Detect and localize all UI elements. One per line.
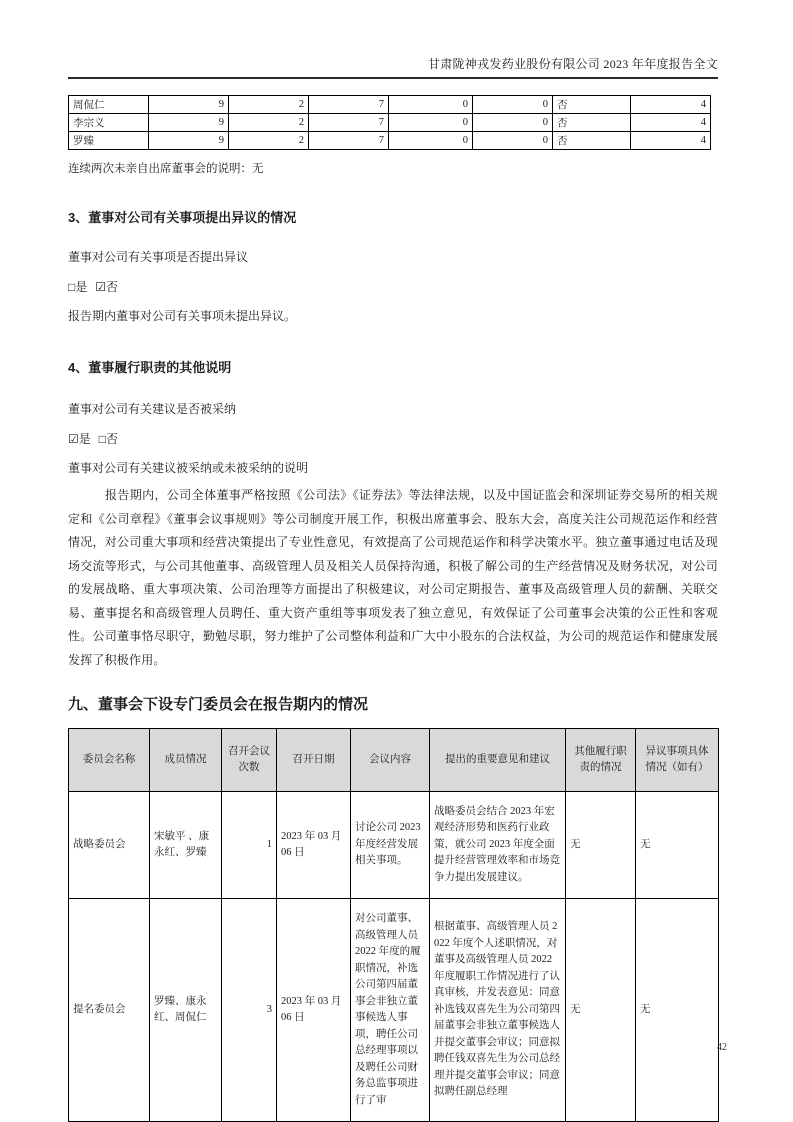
committee-header-cell: 成员情况 [150,729,222,792]
page-number: 42 [717,1042,727,1053]
meeting-count-cell: 3 [222,899,277,1122]
attendance-cell: 9 [149,132,229,150]
committee-header-cell: 其他履行职责的情况 [566,729,636,792]
committee-header-row [69,729,719,792]
section3-title: 3、董事对公司有关事项提出异议的情况 [68,210,297,225]
checkbox-option-yes: □是 [68,280,88,294]
committee-header-cell: 提出的重要意见和建议 [430,729,566,792]
committee-name-cell: 提名委员会 [69,899,150,1122]
attendance-cell: 2 [229,114,309,132]
objection-cell: 无 [636,792,719,899]
attendance-cell: 0 [389,114,473,132]
meeting-content-cell [351,899,430,1122]
objection-cell: 无 [636,899,719,1122]
committee-members-cell: 罗臻、康永红、周侃仁 [150,899,222,1122]
attendance-cell: 4 [631,96,711,114]
attendance-cell: 0 [473,114,553,132]
attendance-cell: 2 [229,132,309,150]
committee-name-cell: 战略委员会 [69,792,150,899]
committee-row [69,792,719,899]
committee-header-cell: 召开会议次数 [222,729,277,792]
director-name-cell: 周侃仁 [69,96,149,114]
opinion-cell [430,899,566,1122]
attendance-row [69,132,711,150]
committee-table [68,728,719,1122]
attendance-table [68,95,711,150]
committee-row [69,899,719,1122]
opinion-text: 根据董事、高级管理人员 2022 年度个人述职情况，对董事及高级管理人员 2022 年度履职工作情况进行了认真审核，并发表意见：同意补选钱双喜先生为公司第四届董事会非独立董事候选人并提交董事会审议；同意拟聘任钱双喜先生为公司总经理并提交董事会审议；同意拟聘任副总经理 [434,921,560,1098]
attendance-row [69,114,711,132]
director-name-cell: 罗臻 [69,132,149,150]
attendance-cell: 7 [309,114,389,132]
attendance-cell: 7 [309,132,389,150]
attendance-cell: 9 [149,114,229,132]
attendance-row [69,96,711,114]
checkbox-option-no: ☑否 [95,280,119,294]
page-header [68,0,718,72]
section4-title: 4、董事履行职责的其他说明 [68,360,232,375]
attendance-cell: 否 [553,132,631,150]
other-duty-cell: 无 [566,899,636,1122]
meeting-count-cell: 1 [222,792,277,899]
attendance-cell: 4 [631,132,711,150]
committee-header-cell: 会议内容 [351,729,430,792]
section3-checkbox-group [68,278,718,295]
committee-members-cell: 宋敏平 、康永红、罗臻 [150,792,222,899]
absence-note: 连续两次未亲自出席董事会的说明：无 [68,163,264,175]
meeting-content-cell: 讨论公司 2023 年度经营发展相关事项。 [351,792,430,899]
section3-statement: 报告期内董事对公司有关事项未提出异议。 [68,309,297,323]
director-name-cell: 李宗义 [69,114,149,132]
header-divider [68,77,718,79]
attendance-cell: 0 [389,132,473,150]
meeting-date-cell: 2023 年 03 月 06 日 [277,899,351,1122]
section9-title: 九、董事会下设专门委员会在报告期内的情况 [68,696,369,713]
attendance-cell: 否 [553,114,631,132]
attendance-cell: 0 [389,96,473,114]
section4-question: 董事对公司有关建议是否被采纳 [68,402,237,416]
attendance-cell: 4 [631,114,711,132]
opinion-cell: 战略委员会结合 2023 年宏观经济形势和医药行业政策，就公司 2023 年度全面提升经营管理效率和市场竞争力提出发展建议。 [430,792,566,899]
attendance-cell: 0 [473,132,553,150]
attendance-cell: 2 [229,96,309,114]
attendance-cell: 否 [553,96,631,114]
meeting-content-text: 对公司董事、高级管理人员 2022 年度的履职情况，补选公司第四届董事会非独立董事候选人事项，聘任公司总经理事项以及聘任公司财务总监事项进行了审 [355,913,421,1106]
section4-checkbox-group [68,430,718,447]
section3-question: 董事对公司有关事项是否提出异议 [68,250,249,264]
checkbox-option-no: □否 [98,432,119,446]
attendance-cell: 9 [149,96,229,114]
committee-header-cell: 委员会名称 [69,729,150,792]
other-duty-cell: 无 [566,792,636,899]
checkbox-option-yes: ☑是 [68,432,91,446]
committee-header-cell: 异议事项具体情况（如有） [636,729,719,792]
attendance-cell: 0 [473,96,553,114]
directors-duty-paragraph: 报告期内，公司全体董事严格按照《公司法》《证券法》等法律法规，以及中国证监会和深圳证券交易所的相关规定和《公司章程》《董事会议事规则》等公司制度开展工作，积极出席董事会、股东大会，高度关注公司规范运作和经营情况，对公司重大事项和经营决策提出了专业性意见，有效提高了公司规范运作和科学决策水平。独立董事通过电话及现场交流等形式，与公司其他董事、高级管理人员及相关人员保持沟通，积极了解公司的生产经营情况及财务状况，对公司的发展战略、重大事项决策、公司治理等方面提出了积极建议，对公司定期报告、董事及高级管理人员的薪酬、关联交易、董事提名和高级管理人员聘任、重大资产重组等事项发表了独立意见，有效保证了公司董事会决策的公正性和客观性。公司董事恪尽职守，勤勉尽职，努力维护了公司整体利益和广大中小股东的合法权益，为公司的规范运作和健康发展发挥了积极作用。 [68,488,718,667]
header-title: 甘肃陇神戎发药业股份有限公司 2023 年年度报告全文 [427,57,718,71]
committee-header-cell: 召开日期 [277,729,351,792]
attendance-cell: 7 [309,96,389,114]
meeting-date-cell: 2023 年 03 月 06 日 [277,792,351,899]
section4-sub-question: 董事对公司有关建议被采纳或未被采纳的说明 [68,461,309,475]
